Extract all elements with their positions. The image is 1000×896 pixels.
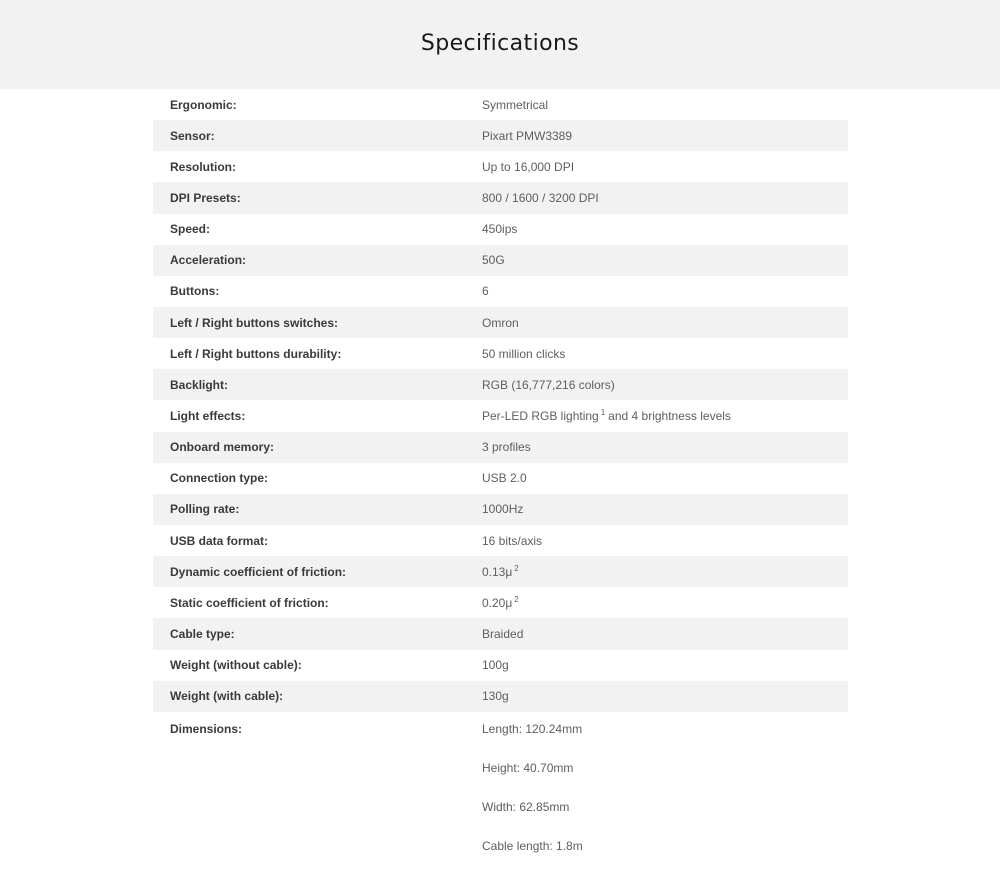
spec-label: Left / Right buttons switches: xyxy=(170,315,338,330)
spec-row-sensor xyxy=(153,120,848,151)
specifications-header xyxy=(0,0,1000,89)
spec-value-text: 0.20μ xyxy=(482,596,513,611)
footnote-marker: 1 xyxy=(600,408,606,418)
spec-value-suffix: and 4 brightness levels xyxy=(608,409,731,424)
footnote-marker: 2 xyxy=(514,564,519,574)
spec-value: 800 / 1600 / 3200 DPI xyxy=(482,190,599,205)
spec-label: Backlight: xyxy=(170,377,229,392)
spec-row-onboard-memory xyxy=(153,432,848,463)
spec-row-acceleration xyxy=(153,245,848,276)
spec-label: Acceleration: xyxy=(170,253,247,268)
spec-row-backlight xyxy=(153,369,848,400)
spec-row-usb-data-format xyxy=(153,525,848,556)
spec-value: 50G xyxy=(482,253,505,268)
spec-value: 1000Hz xyxy=(482,502,524,517)
spec-label: Light effects: xyxy=(170,408,246,423)
spec-label: Cable type: xyxy=(170,626,235,641)
spec-label: Buttons: xyxy=(170,284,220,299)
spec-row-cable-type xyxy=(153,618,848,649)
spec-row-ergonomic xyxy=(153,89,848,120)
spec-row-switches xyxy=(153,307,848,338)
spec-table xyxy=(153,89,848,868)
spec-value xyxy=(482,565,848,578)
spec-value: 3 profiles xyxy=(482,440,531,455)
spec-row-weight-with-cable xyxy=(153,681,848,712)
spec-label: Weight (with cable): xyxy=(170,689,284,704)
spec-value: USB 2.0 xyxy=(482,471,527,486)
spec-value: 6 xyxy=(482,284,489,299)
spec-label: Dynamic coefficient of friction: xyxy=(170,564,347,579)
spec-label: Static coefficient of friction: xyxy=(170,595,329,610)
spec-label: Resolution: xyxy=(170,159,236,174)
spec-value: RGB (16,777,216 colors) xyxy=(482,377,615,392)
spec-label: Dimensions: xyxy=(170,721,243,736)
spec-row-static-friction xyxy=(153,587,848,618)
spec-row-resolution xyxy=(153,151,848,182)
spec-value-text: Per-LED RGB lighting xyxy=(482,409,599,424)
spec-value: Up to 16,000 DPI xyxy=(482,159,575,174)
spec-value: 16 bits/axis xyxy=(482,533,543,548)
dimension-width: Width: 62.85mm xyxy=(482,799,570,814)
spec-value: 450ips xyxy=(482,222,518,237)
spec-value: Pixart PMW3389 xyxy=(482,128,573,143)
spec-value xyxy=(482,596,848,609)
spec-row-dynamic-friction xyxy=(153,556,848,587)
spec-label: USB data format: xyxy=(170,533,269,548)
spec-label: Connection type: xyxy=(170,471,268,486)
spec-row-weight-without-cable xyxy=(153,650,848,681)
spec-value: 100g xyxy=(482,658,509,673)
spec-value: 130g xyxy=(482,689,509,704)
spec-value: Omron xyxy=(482,315,519,330)
dimension-height: Height: 40.70mm xyxy=(482,760,574,775)
spec-row-connection-type xyxy=(153,463,848,494)
spec-value xyxy=(482,409,848,422)
page-title: Specifications xyxy=(420,31,580,56)
spec-value-text: 0.13μ xyxy=(482,565,513,580)
spec-label: Left / Right buttons durability: xyxy=(170,346,342,361)
spec-label: DPI Presets: xyxy=(170,190,241,205)
spec-value: 50 million clicks xyxy=(482,346,566,361)
spec-row-durability xyxy=(153,338,848,369)
spec-row-buttons xyxy=(153,276,848,307)
dimension-length: Length: 120.24mm xyxy=(482,721,583,736)
dimension-cable-length: Cable length: 1.8m xyxy=(482,838,583,853)
spec-label: Sensor: xyxy=(170,128,215,143)
spec-label: Onboard memory: xyxy=(170,440,275,455)
dimensions-values xyxy=(482,712,848,868)
spec-row-speed xyxy=(153,214,848,245)
spec-row-light-effects xyxy=(153,400,848,431)
spec-label: Ergonomic: xyxy=(170,97,237,112)
footnote-marker: 2 xyxy=(514,595,519,605)
spec-row-dpi-presets xyxy=(153,182,848,213)
spec-value: Braided xyxy=(482,626,524,641)
spec-label: Polling rate: xyxy=(170,502,240,517)
spec-label: Speed: xyxy=(170,222,211,237)
spec-label: Weight (without cable): xyxy=(170,658,302,673)
spec-row-polling-rate xyxy=(153,494,848,525)
spec-value: Symmetrical xyxy=(482,97,549,112)
spec-row-dimensions xyxy=(153,712,848,868)
